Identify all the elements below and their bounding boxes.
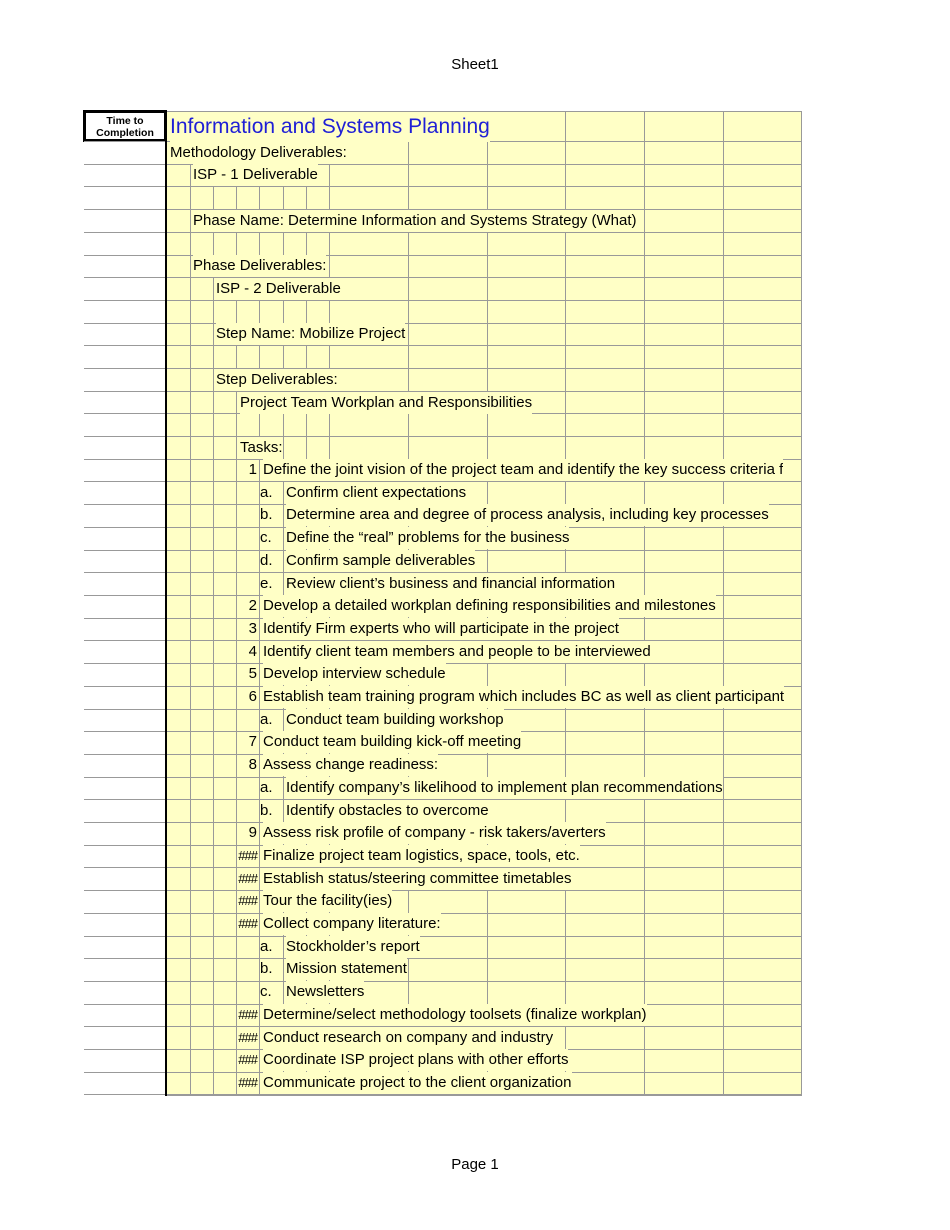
grid-row-line [167, 186, 802, 187]
time-cell-line [84, 799, 165, 800]
time-cell-line [84, 709, 165, 710]
time-cell-line [84, 277, 165, 278]
time-header-line1: Time to [106, 115, 144, 127]
time-cell-line [84, 618, 165, 619]
workplan-deliverable: Project Team Workplan and Responsibilities [240, 392, 532, 414]
task-text: Identify client team members and people to be interviewed [263, 641, 651, 663]
subtask-text: Stockholder’s report [286, 936, 420, 958]
time-cell-line [84, 686, 165, 687]
grid-row-line [167, 232, 802, 233]
task-number: 8 [248, 756, 257, 773]
grid-column-line [190, 111, 191, 1096]
phase-deliverables-label: Phase Deliverables: [193, 255, 326, 277]
grid-column-line [723, 111, 724, 1096]
subtask-letter: a. [260, 779, 273, 796]
task-text: Finalize project team logistics, space, tools, etc. [263, 845, 580, 867]
time-cell-line [84, 1094, 165, 1095]
subtask-text: Review client’s business and financial information [286, 573, 615, 595]
task-text: Tour the facility(ies) [263, 890, 392, 912]
time-cell-line [84, 1026, 165, 1027]
time-cell-line [84, 845, 165, 846]
task-number: ### [238, 1075, 257, 1090]
subtask-letter: c. [260, 529, 272, 546]
task-text: Conduct team building kick-off meeting [263, 731, 521, 753]
time-to-completion-header [83, 110, 167, 142]
time-cell-line [84, 164, 165, 165]
subtask-letter: b. [260, 802, 273, 819]
task-text: Define the joint vision of the project team and identify the key success criteria f [263, 459, 783, 481]
task-text: Develop a detailed workplan defining responsibilities and milestones [263, 595, 716, 617]
subtask-text: Determine area and degree of process analysis, including key processes [286, 504, 769, 526]
time-cell-line [84, 663, 165, 664]
task-text: Determine/select methodology toolsets (finalize workplan) [263, 1004, 647, 1026]
task-text: Establish status/steering committee timetables [263, 868, 571, 890]
time-cell-line [84, 822, 165, 823]
step-name: Step Name: Mobilize Project [216, 323, 405, 345]
task-grid [167, 111, 802, 1096]
grid-row-line [167, 300, 802, 301]
task-number: 4 [248, 643, 257, 660]
time-cell-line [84, 481, 165, 482]
time-cell-line [84, 300, 165, 301]
isp2-deliverable: ISP - 2 Deliverable [216, 278, 341, 300]
task-number: 3 [248, 620, 257, 637]
task-text: Assess change readiness: [263, 754, 438, 776]
time-cell-line [84, 913, 165, 914]
sheet-title: Sheet1 [451, 56, 499, 73]
subtask-text: Conduct team building workshop [286, 709, 504, 731]
subtask-letter: a. [260, 484, 273, 501]
phase-name: Phase Name: Determine Information and Systems Strategy (What) [193, 210, 637, 232]
isp1-deliverable: ISP - 1 Deliverable [193, 164, 318, 186]
time-cell-line [84, 141, 165, 142]
task-number: ### [238, 1052, 257, 1067]
task-text: Collect company literature: [263, 913, 441, 935]
time-cell-line [84, 640, 165, 641]
time-cell-line [84, 1004, 165, 1005]
task-number: ### [238, 1030, 257, 1045]
task-text: Communicate project to the client organization [263, 1072, 572, 1094]
subtask-letter: a. [260, 938, 273, 955]
task-text: Develop interview schedule [263, 663, 446, 685]
step-deliverables-label: Step Deliverables: [216, 369, 338, 391]
time-cell-line [84, 936, 165, 937]
time-cell-line [84, 186, 165, 187]
subtask-letter: a. [260, 711, 273, 728]
task-text: Coordinate ISP project plans with other efforts [263, 1049, 568, 1071]
grid-row-line [167, 1094, 802, 1095]
tasks-label: Tasks: [240, 437, 283, 459]
subtask-text: Mission statement [286, 958, 407, 980]
task-text: Conduct research on company and industry [263, 1027, 553, 1049]
time-cell-line [84, 504, 165, 505]
time-cell-line [84, 867, 165, 868]
subtask-text: Identify obstacles to overcome [286, 800, 489, 822]
subtask-text: Identify company’s likelihood to implement plan recommendations [286, 777, 723, 799]
time-cell-line [84, 323, 165, 324]
task-number: 5 [248, 665, 257, 682]
subtask-letter: e. [260, 575, 273, 592]
task-number: ### [238, 1007, 257, 1022]
task-number: 6 [248, 688, 257, 705]
time-cell-line [84, 595, 165, 596]
task-number: ### [238, 916, 257, 931]
time-cell-line [84, 232, 165, 233]
time-cell-line [84, 550, 165, 551]
task-text: Establish team training program which includes BC as well as client participant [263, 686, 784, 708]
task-text: Identify Firm experts who will participate in the project [263, 618, 619, 640]
task-number: 2 [248, 597, 257, 614]
task-number: ### [238, 893, 257, 908]
task-number: 9 [248, 824, 257, 841]
methodology-label: Methodology Deliverables: [170, 142, 347, 164]
time-cell-line [84, 958, 165, 959]
sheet-heading: Information and Systems Planning [170, 112, 490, 142]
time-to-completion-column [84, 111, 167, 1096]
subtask-text: Confirm sample deliverables [286, 550, 475, 572]
task-number: 7 [248, 733, 257, 750]
spreadsheet-page [84, 111, 802, 1096]
time-cell-line [84, 368, 165, 369]
time-cell-line [84, 345, 165, 346]
grid-row-line [167, 345, 802, 346]
time-cell-line [84, 209, 165, 210]
time-cell-line [84, 1049, 165, 1050]
time-cell-line [84, 754, 165, 755]
subtask-text: Define the “real” problems for the business [286, 527, 569, 549]
time-cell-line [84, 459, 165, 460]
time-cell-line [84, 981, 165, 982]
subtask-text: Newsletters [286, 981, 364, 1003]
task-number: ### [238, 871, 257, 886]
time-cell-line [84, 1072, 165, 1073]
subtask-letter: b. [260, 960, 273, 977]
subtask-letter: b. [260, 506, 273, 523]
time-cell-line [84, 255, 165, 256]
task-number: 1 [248, 461, 257, 478]
time-cell-line [84, 391, 165, 392]
time-header-line2: Completion [96, 127, 154, 139]
time-cell-line [84, 731, 165, 732]
subtask-text: Confirm client expectations [286, 482, 466, 504]
time-cell-line [84, 436, 165, 437]
subtask-letter: c. [260, 983, 272, 1000]
time-cell-line [84, 890, 165, 891]
page-footer: Page 1 [451, 1156, 499, 1173]
time-cell-line [84, 572, 165, 573]
task-number: ### [238, 848, 257, 863]
subtask-letter: d. [260, 552, 273, 569]
task-text: Assess risk profile of company - risk takers/averters [263, 822, 606, 844]
time-cell-line [84, 777, 165, 778]
time-cell-line [84, 527, 165, 528]
time-cell-line [84, 413, 165, 414]
